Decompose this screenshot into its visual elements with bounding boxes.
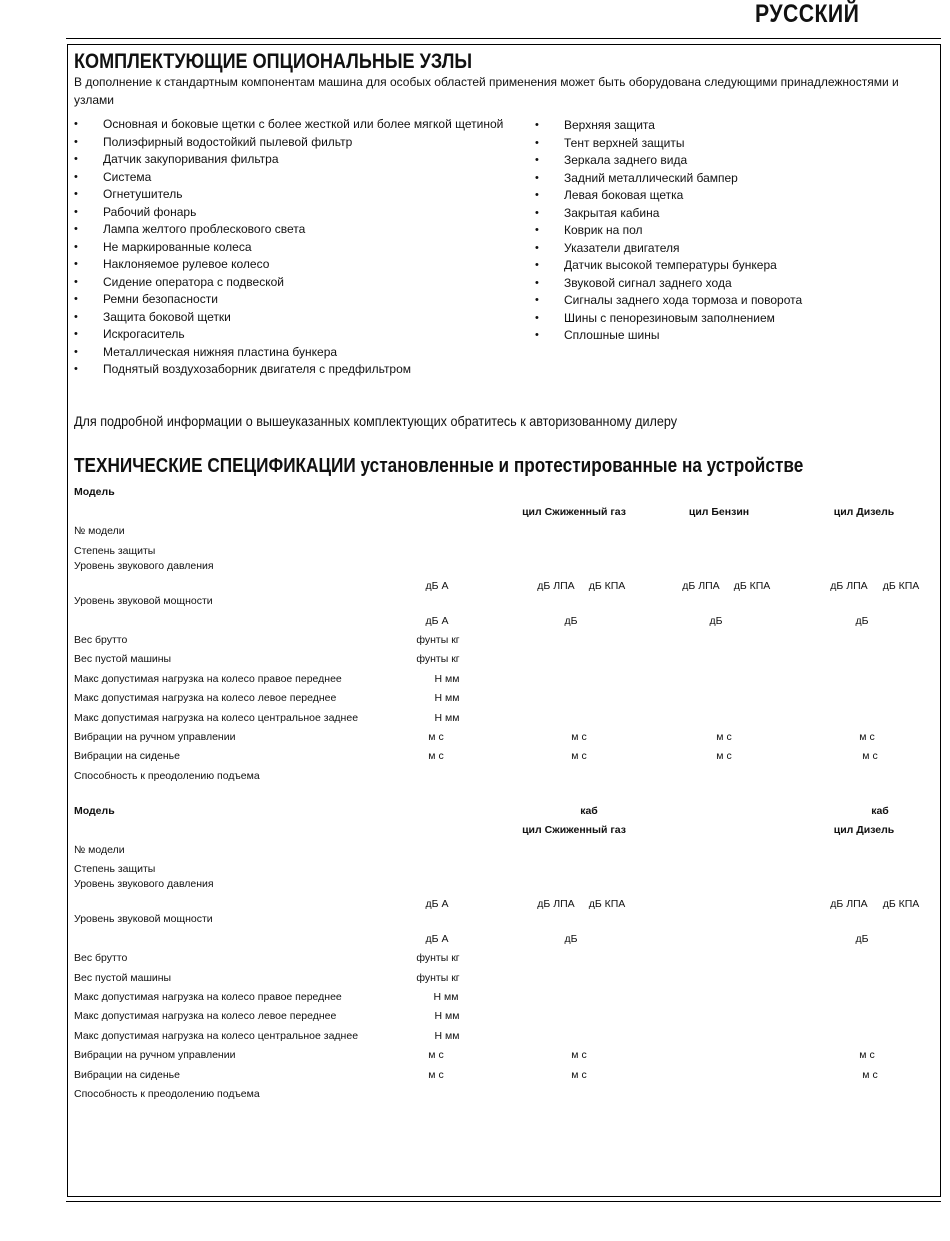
list-item: • Огнетушитель [74, 186, 503, 204]
row-model-number: № модели [74, 525, 125, 537]
unit-vibration: м с [716, 731, 732, 743]
row-protection: Степень защиты [74, 545, 156, 557]
row-model-number: № модели [74, 844, 125, 856]
list-item: • Сигналы заднего хода тормоза и поворота [535, 292, 802, 310]
unit-dba: дБ А [425, 580, 449, 592]
unit-load: Н мм [434, 673, 460, 685]
unit-db: дБ [855, 933, 869, 945]
unit-weight: фунты кг [416, 634, 460, 646]
cab-label: каб [580, 805, 598, 817]
unit-load: Н мм [434, 1010, 460, 1022]
list-item: • Полиэфирный водостойкий пылевой фильтр [74, 134, 503, 152]
language-label: РУССКИЙ [755, 0, 860, 28]
col-header-lpg: цил Сжиженный газ [522, 506, 626, 518]
list-item: • Сплошные шины [535, 327, 802, 345]
list-item: • Тент верхней защиты [535, 135, 802, 153]
unit-dba: дБ А [425, 615, 449, 627]
unit-lpa: дБ ЛПА [830, 898, 868, 910]
unit-kpa: дБ КПА [733, 580, 771, 592]
unit-vibration: м с [862, 750, 878, 762]
unit-weight: фунты кг [416, 952, 460, 964]
cab-label: каб [871, 805, 889, 817]
list-item: • Левая боковая щетка [535, 187, 802, 205]
unit-db: дБ [564, 615, 578, 627]
unit-vibration: м с [571, 731, 587, 743]
accessories-list-left [74, 116, 503, 379]
unit-kpa: дБ КПА [588, 580, 626, 592]
list-item: • Зеркала заднего вида [535, 152, 802, 170]
unit-lpa: дБ ЛПА [830, 580, 868, 592]
list-item: • Верхняя защита [535, 117, 802, 135]
unit-vibration: м с [571, 750, 587, 762]
dealer-note: Для подробной информации о вышеуказанных комплектующих обратитесь к авторизованному дилеру [74, 413, 678, 429]
unit-vibration: м с [428, 731, 444, 743]
list-item: • Искрогаситель [74, 326, 503, 344]
list-item: • Сидение оператора с подвеской [74, 274, 503, 292]
list-item: • Наклоняемое рулевое колесо [74, 256, 503, 274]
unit-load: Н мм [434, 692, 460, 704]
model-label: Модель [74, 805, 115, 817]
unit-vibration: м с [716, 750, 732, 762]
unit-kpa: дБ КПА [882, 898, 920, 910]
list-item: • Основная и боковые щетки с более жесткой или более мягкой щетиной [74, 116, 503, 134]
top-rule [66, 38, 941, 39]
unit-lpa: дБ ЛПА [537, 898, 575, 910]
list-item: • Система [74, 169, 503, 187]
col-header-lpg: цил Сжиженный газ [522, 824, 626, 836]
list-item: • Металлическая нижняя пластина бункера [74, 344, 503, 362]
list-item: • Не маркированные колеса [74, 239, 503, 257]
row-sound-pressure: Уровень звукового давления [74, 878, 214, 890]
unit-weight: фунты кг [416, 972, 460, 984]
list-item: • Поднятый воздухозаборник двигателя с предфильтром [74, 361, 503, 379]
accessories-list-right [535, 117, 802, 345]
unit-vibration: м с [862, 1069, 878, 1081]
list-item: • Рабочий фонарь [74, 204, 503, 222]
list-item: • Защита боковой щетки [74, 309, 503, 327]
list-item: • Указатели двигателя [535, 240, 802, 258]
unit-vibration: м с [428, 750, 444, 762]
unit-dba: дБ А [425, 898, 449, 910]
unit-db: дБ [709, 615, 723, 627]
list-item: • Задний металлический бампер [535, 170, 802, 188]
row-empty-weight: Вес пустой машины [74, 972, 172, 984]
list-item: • Ремни безопасности [74, 291, 503, 309]
unit-kpa: дБ КПА [882, 580, 920, 592]
row-vibration-seat: Вибрации на сиденье [74, 750, 180, 762]
row-load-right-front: Макс допустимая нагрузка на колесо правое переднее [74, 991, 342, 1003]
accessories-title: КОМПЛЕКТУЮЩИЕ ОПЦИОНАЛЬНЫЕ УЗЛЫ [74, 50, 473, 73]
row-protection: Степень защиты [74, 863, 156, 875]
row-load-center-rear: Макс допустимая нагрузка на колесо центральное заднее [74, 712, 359, 724]
unit-vibration: м с [859, 1049, 875, 1061]
unit-vibration: м с [571, 1069, 587, 1081]
unit-dba: дБ А [425, 933, 449, 945]
unit-load: Н мм [434, 712, 460, 724]
unit-load: Н мм [434, 1030, 460, 1042]
col-header-diesel: цил Дизель [833, 824, 895, 836]
row-gross-weight: Вес брутто [74, 952, 128, 964]
row-vibration-seat: Вибрации на сиденье [74, 1069, 180, 1081]
col-header-diesel: цил Дизель [833, 506, 895, 518]
row-vibration-hand: Вибрации на ручном управлении [74, 1049, 236, 1061]
unit-vibration: м с [859, 731, 875, 743]
row-load-left-front: Макс допустимая нагрузка на колесо левое переднее [74, 692, 337, 704]
unit-weight: фунты кг [416, 653, 460, 665]
unit-vibration: м с [428, 1069, 444, 1081]
model-label: Модель [74, 486, 115, 498]
accessories-intro: В дополнение к стандартным компонентам машина для особых областей применения может быть оборудована следующими принадлежностями и узлами [74, 75, 899, 107]
unit-load: Н мм [433, 991, 459, 1003]
list-item: • Звуковой сигнал заднего хода [535, 275, 802, 293]
row-gradeability: Способность к преодолению подъема [74, 770, 260, 782]
row-load-center-rear: Макс допустимая нагрузка на колесо центральное заднее [74, 1030, 359, 1042]
col-header-petrol: цил Бензин [688, 506, 750, 518]
list-item: • Датчик закупоривания фильтра [74, 151, 503, 169]
list-item: • Лампа желтого проблескового света [74, 221, 503, 239]
row-sound-power: Уровень звуковой мощности [74, 595, 213, 607]
unit-lpa: дБ ЛПА [537, 580, 575, 592]
row-empty-weight: Вес пустой машины [74, 653, 172, 665]
unit-lpa: дБ ЛПА [682, 580, 720, 592]
row-vibration-hand: Вибрации на ручном управлении [74, 731, 236, 743]
bottom-rule [66, 1201, 941, 1202]
unit-db: дБ [855, 615, 869, 627]
list-item: • Датчик высокой температуры бункера [535, 257, 802, 275]
list-item: • Коврик на пол [535, 222, 802, 240]
list-item: • Шины с пенорезиновым заполнением [535, 310, 802, 328]
row-sound-pressure: Уровень звукового давления [74, 560, 214, 572]
unit-vibration: м с [571, 1049, 587, 1061]
row-gradeability: Способность к преодолению подъема [74, 1088, 260, 1100]
row-sound-power: Уровень звуковой мощности [74, 913, 213, 925]
list-item: • Закрытая кабина [535, 205, 802, 223]
unit-kpa: дБ КПА [588, 898, 626, 910]
row-gross-weight: Вес брутто [74, 634, 128, 646]
unit-vibration: м с [428, 1049, 444, 1061]
unit-db: дБ [564, 933, 578, 945]
specs-title: ТЕХНИЧЕСКИЕ СПЕЦИФИКАЦИИ установленные и протестированные на устройстве [74, 455, 804, 477]
row-load-right-front: Макс допустимая нагрузка на колесо правое переднее [74, 673, 342, 685]
row-load-left-front: Макс допустимая нагрузка на колесо левое переднее [74, 1010, 337, 1022]
